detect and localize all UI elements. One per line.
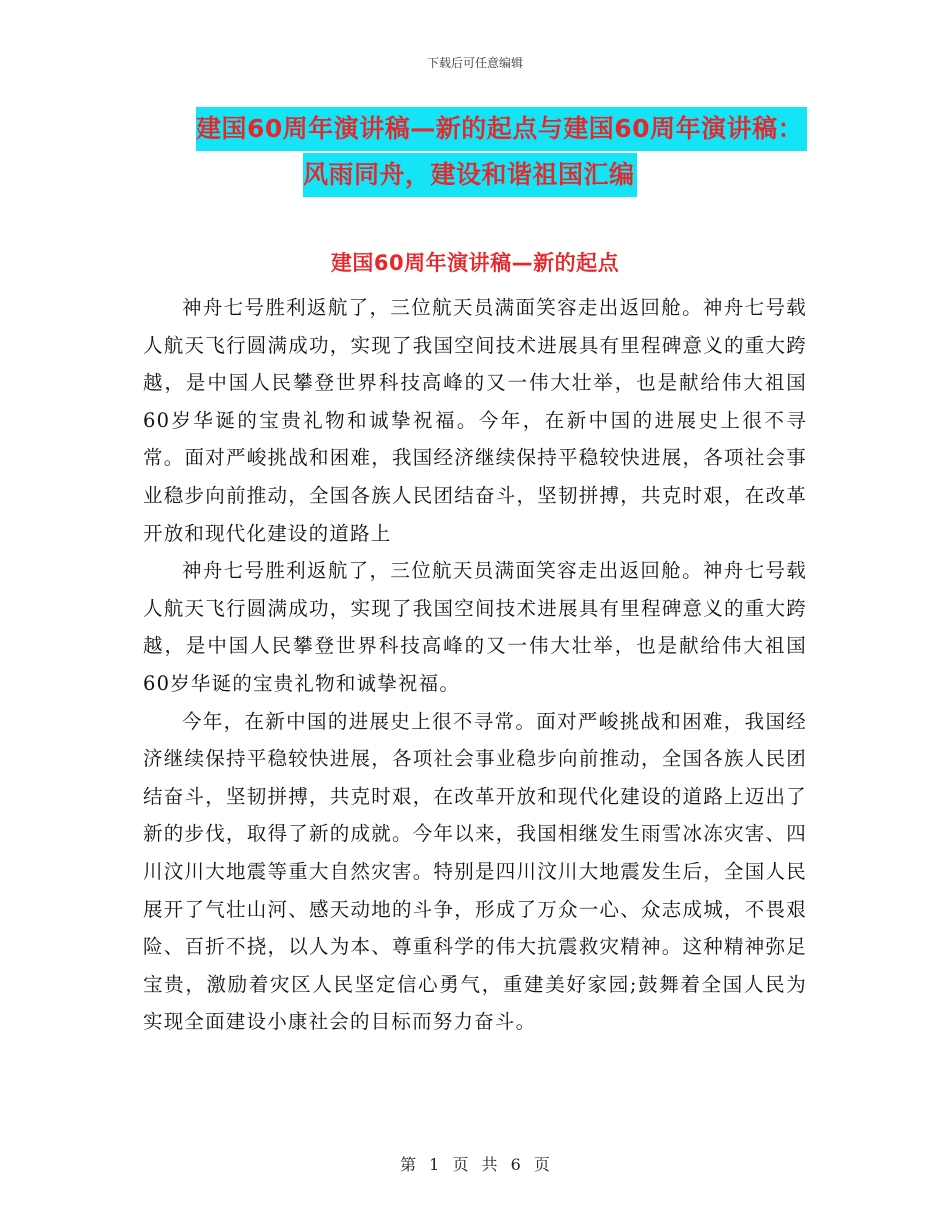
section-heading: 建国60周年演讲稿—新的起点 bbox=[330, 251, 620, 275]
page-footer: 第 1 页 共 6 页 bbox=[400, 1155, 550, 1174]
document-title-line-1: 建国60周年演讲稿—新的起点与建国60周年演讲稿： bbox=[196, 107, 807, 151]
paragraph: 神舟七号胜利返航了，三位航天员满面笑容走出返回舱。神舟七号载人航天飞行圆满成功，实现了我国空间技术进展具有里程碑意义的重大跨越，是中国人民攀登世界科技高峰的又一伟大壮举，也是献给伟大祖国60岁华诞的宝贵礼物和诚挚祝福。今年，在新中国的进展史上很不寻常。面对严峻挑战和困难，我国经济继续保持平稳较快进展，各项社会事业稳步向前推动，全国各族人民团结奋斗，坚韧拼搏，共克时艰，在改革开放和现代化建设的道路上 bbox=[143, 296, 807, 545]
paragraph: 今年，在新中国的进展史上很不寻常。面对严峻挑战和困难，我国经济继续保持平稳较快进展，各项社会事业稳步向前推动，全国各族人民团结奋斗，坚韧拼搏，共克时艰，在改革开放和现代化建设的道路上迈出了新的步伐，取得了新的成就。今年以来，我国相继发生雨雪冰冻灾害、四川汶川大地震等重大自然灾害。特别是四川汶川大地震发生后，全国人民展开了气壮山河、感天动地的斗争，形成了万众一心、众志成城，不畏艰险、百折不挠，以人为本、尊重科学的伟大抗震救灾精神。这种精神弥足宝贵，激励着灾区人民坚定信心勇气，重建美好家园;鼓舞着全国人民为实现全面建设小康社会的目标而努力奋斗。 bbox=[143, 709, 807, 1034]
paragraph: 神舟七号胜利返航了，三位航天员满面笑容走出返回舱。神舟七号载人航天飞行圆满成功，实现了我国空间技术进展具有里程碑意义的重大跨越，是中国人民攀登世界科技高峰的又一伟大壮举，也是献给伟大祖国60岁华诞的宝贵礼物和诚挚祝福。 bbox=[143, 559, 807, 695]
document-body bbox=[143, 289, 807, 1041]
document-title-line-2: 风雨同舟，建设和谐祖国汇编 bbox=[303, 153, 637, 197]
header-note: 下载后可任意编辑 bbox=[426, 56, 523, 70]
